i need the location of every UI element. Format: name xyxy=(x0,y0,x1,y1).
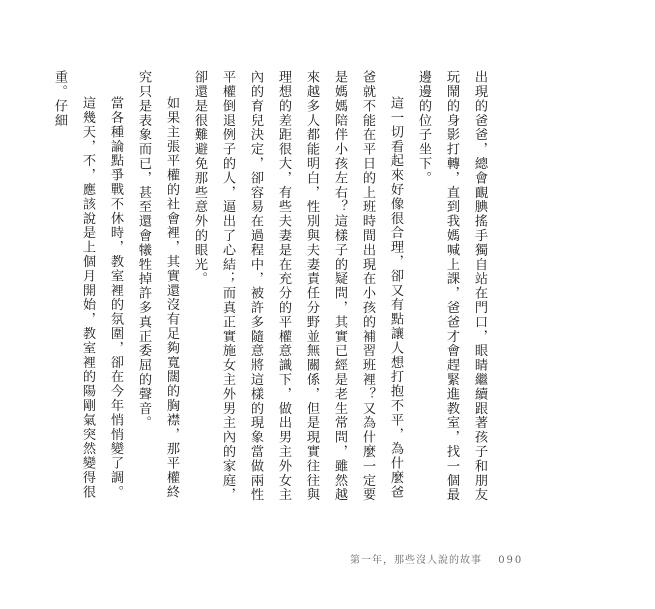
paragraph-4: 當各種論點爭戰不休時，教室裡的氛圍，卻在今年悄悄變了調。 xyxy=(108,96,123,500)
paragraph-2: 這一切看起來好像很合理，卻又有點讓人想打抱不平，為什麼爸爸就不能在平日的上班時間出現在小孩的補習班裡？又為什麼一定要是媽媽陪伴小孩左右？這樣子的疑問，其實已經是老生常問，雖然越來越多人都能明白，性別與夫妻責任分野並無關係，但是現實往往與理想的差距很大，有些夫妻是在充分的平權意識下，做出男主外女主內的育兒決定，卻容易在過程中，被許多隨意將這樣的現象當做兩性平權倒退例子的人，逼出了心結；而真正實施女主外男主內的家庭，卻還是很難避免那些意外的眼光。 xyxy=(192,70,403,502)
paragraph-1: 出現的爸爸，總會靦腆搖手獨自站在門口，眼睛繼續跟著孩子和朋友玩鬧的身影打轉，直到我媽喊上課，爸爸才會趕緊進教室，找一個最邊邊的位子坐下。 xyxy=(416,70,487,502)
paragraph-3: 如果主張平權的社會裡，其實還沒有足夠寬闊的胸襟，那平權終究只是表象而已，甚至還會犧牲掉許多真正委屈的聲音。 xyxy=(136,70,179,500)
page-number: 090 xyxy=(498,555,524,566)
paragraph-5: 這幾天，不，應該說是上個月開始，教室裡的陽剛氣突然變得很重。仔細 xyxy=(52,70,95,500)
page-footer xyxy=(350,551,523,566)
chapter-title: 第一年，那些沒人說的故事 xyxy=(350,555,482,566)
vertical-text-body xyxy=(45,70,493,510)
